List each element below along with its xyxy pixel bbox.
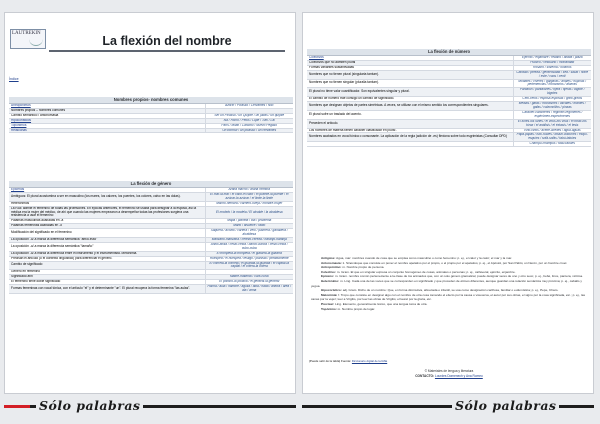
row-label: Formas femeninas con vocal tónica, con el artículo "el" y el determinante "un". El plural recupera la forma femenina "las aulas". — [9, 285, 205, 294]
row-label: Género en femenino — [9, 270, 205, 275]
row-example: Azorín / Picasso / Cervantes / Nilo — [205, 104, 293, 109]
row-label — [307, 142, 513, 147]
row-example: El trompeta-la trompeta / el guitarra-la guitarra — [205, 251, 293, 256]
row-label: Nombres acabados en vocal tónica o consonante. La aplicación de la regla (adición de -es) flexiona sobre todo esgrimistas (Consultar DPD) — [307, 133, 513, 142]
logo-text: LAUTREKIN — [12, 31, 41, 36]
definition-text: m. Nombre propio de persona. — [342, 265, 385, 270]
definition-text: Ling. Elemento, generalmente léxico, que una lengua toma de otra. — [335, 301, 428, 306]
definition-text: f. Tropo que consiste en designar algo con el nombre de otra cosa tomando el efecto por la causa o viceversa, el autor por sus obras, el signo por la cosa significada, etc.; p. ej., las canas por la vejez; leer a Virgilio, por leer las obras de Virgilio; el laurel por la gloria, etc. — [311, 292, 585, 302]
row-example: Modales / víveres / gárgaras / anales / nupcias / pertenencias / honorarios / afueras — [513, 79, 591, 88]
footer-line-2 — [303, 374, 594, 378]
page-title — [49, 33, 285, 52]
row-label: Significado afín — [9, 275, 205, 280]
definition-text: m. Ling. Cada una de las voces que se corresponden en significado y que proceden de étimos diferentes, aunque guardan una relación semántica muy próxima; p. ej., caballo y yegua. — [311, 278, 582, 288]
row-label: Preceden el artículo. — [307, 119, 513, 128]
gender-flexion-table — [9, 181, 293, 294]
row-label: La oposición -o/-a marca la diferencia entre el instrumento y el instrumentista. Metonimia. — [9, 251, 205, 256]
row-example: Pantalón / pantalones / tijera / tijeras / bigote / bigotes — [513, 88, 591, 97]
definition-text: m. Gram. El que en singular expresa un conjunto homogéneo de cosas, animales o personas; p. ej., cañaveral, ejército, enjambre. — [336, 269, 516, 274]
proper-common-nouns-table — [9, 97, 293, 133]
brand-right: Sólo palabras — [452, 398, 559, 414]
definition-text: m. Nombre propio de lugar. — [337, 306, 376, 311]
row-example: Vino-vinos / aceite-aceites / agua-aguas — [513, 128, 591, 133]
row-label: Los nombres de materia tienen carácter clasificador en plural . — [307, 128, 513, 133]
definition-term: Precisar: — [321, 301, 335, 306]
row-example: París / Milán / Caracoli / Nuevo Pegaso — [205, 123, 293, 128]
definition-text: Agua, mar: nombres cuando de cosa que se emplea como masculino o como femenino: p. ej., el calor y la calor; el mar y la mar. — [336, 256, 513, 260]
table-row — [9, 128, 293, 133]
row-example: Champú-champús / tabú-tabúes — [513, 142, 591, 147]
table-row — [307, 79, 591, 88]
row-example: Araña macho / araña hembra — [205, 188, 293, 193]
row-example: Ejército / enjambre / rebaño / alfalfa / plaza — [513, 56, 591, 61]
title-text: La flexión del nombre — [102, 34, 232, 48]
row-example: Saquera / acólito / cartera / velo / palmera / ganadera / alcaldesa — [205, 229, 293, 238]
row-label[interactable]: Topónimos — [9, 123, 205, 128]
definition-term: Heterónimo: — [321, 278, 340, 283]
row-example: Carácter-caracteres / régimen-regímenes / espécimen-especímenes — [513, 110, 591, 119]
row-example: Caridad / pereza / generosidad / sed / salud / norte / este / caos / cenit — [513, 70, 591, 79]
definition-text: adj. Gram. Dicho de un nombre: Que, en forma diminutiva, abreviada o infantil, se usa como designación cariñosa, familiar o eufemística; p. ej., Pepe, Charo. — [342, 288, 559, 293]
row-label: Precisan el artículo (o el contexto lingüístico) para diferenciar el género. — [9, 256, 205, 261]
row-label: El femenino tiene doble significado — [9, 280, 205, 285]
row-example: Papá-papás / rubí-rubíes / bisturí-bisturíes / esquí-esquíes / sofá-sofás / tabú-tabúes — [513, 133, 591, 142]
definition-entry — [311, 279, 591, 288]
definition-term: Antonomasia: — [321, 260, 342, 265]
row-label[interactable]: Relacionas — [9, 128, 205, 133]
row-label: Palabras masculinas acabadas en -a — [9, 219, 205, 224]
row-label[interactable]: Colectivos — [307, 56, 513, 61]
left-page — [4, 12, 296, 394]
row-example: Celo-celos / esposa-esposas / grillo-grillos — [513, 97, 591, 102]
table-row — [307, 110, 591, 119]
contact-link[interactable]: Lourdes Domenech y Ana Romeo — [434, 374, 483, 378]
table-row — [9, 206, 293, 219]
definition-term: Metonimia: — [321, 292, 338, 297]
table-row — [307, 102, 591, 111]
row-example: Un Borrow / un picasso / un cervantes — [205, 128, 293, 133]
row-label: Formas variantes sustantivadas — [307, 65, 513, 70]
row-label[interactable]: Antropónimos — [9, 104, 205, 109]
row-label: Modificación del significado en el femenino — [9, 229, 205, 238]
table-row — [307, 133, 591, 142]
definition-entry — [311, 293, 591, 302]
row-example: Anillo-anilla / cesto-cesta / banco-banca / cesto-cesta / cubo-cuba — [205, 242, 293, 251]
row-label: Nombres que no tienen plural (singularia tantum). — [307, 70, 513, 79]
source-link[interactable]: Diccionario digital de la RAE — [351, 359, 388, 363]
right-page — [302, 12, 594, 394]
table-row — [9, 261, 293, 270]
row-example: El cometa-la cometa / el guardia-la guardia / el capital-la capital / el cólera-la cólera — [205, 261, 293, 270]
source-note — [309, 359, 387, 363]
definition-term: Epiceno: — [321, 274, 335, 279]
row-label: Ambiguos: El plural acostumbra a ser en masculino (los mares, los calores, los puentes, los colores, calvo en las dolas). — [9, 192, 205, 201]
row-label: La RAE admite el femenino de todas las profesiones. En épocas anteriores, el femenino se usaba para designar a la esposa, así la médica era la mujer del médico, de ahí que cuando las mujeres empezaron a desempeñar todas las profesiones surgiera una resistencia a usar el femenino — [9, 206, 205, 219]
definition-text: m. Gram. nombre común perteneciente a la clase de los animados que, con un solo género gramatical, puede designar seres de uno y otro sexo; p. ej., bebé, lince, pantera, víctima. — [334, 274, 583, 279]
row-example: Hacha / aula / hambre / águila / alba / hada / ánfora / área / ala / arma — [205, 285, 293, 294]
row-label: Nombres que no tienen singular (pluralia tantum). — [307, 79, 513, 88]
contact-label: CONTACTO: — [415, 374, 435, 378]
row-example: El lunes-los lunes / el virus-los virus / el tórax-los tórax / el análisis / el éxtasis / el tesis — [513, 119, 591, 128]
row-example: Público / vestuario / mortandad — [513, 60, 591, 65]
row-example: Rosario / sistema / octanos — [513, 65, 591, 70]
footer-line-1: © Materiales de lengua y literatura — [424, 369, 474, 373]
row-label: Nombres propios – nombres comunes — [9, 108, 205, 113]
row-label: Palabras femeninas acabadas en -o — [9, 224, 205, 229]
row-example: El político-la política / el general-la general — [205, 280, 293, 285]
row-label: Nombres que designan objetos de partes simétricas. A veces, se utilizan con el mismo sentido los correspondientes singulares. — [307, 102, 513, 111]
table-row — [307, 119, 591, 128]
row-example: Manzano-manzana / cerezo-cereza / naranjo-naranja — [205, 237, 293, 242]
row-example: Mapa / planeta / día / problema — [205, 219, 293, 224]
row-example: Ser un Picasso / un Quijote / un judas / un quijote — [205, 113, 293, 118]
source-label: (Puede salir de la tabla) Fuente: — [309, 359, 352, 363]
row-label: Cambio de significado — [9, 261, 205, 270]
row-example: Mano / disuelve / radio — [205, 224, 293, 229]
row-example: Huésped / el huésped / testigo / pianista / perdidamente — [205, 256, 293, 261]
table-row — [9, 285, 293, 294]
row-label: Heterónimos — [9, 201, 205, 206]
row-label: La oposición -o/-a marca la diferencia semántica "árbol-fruto" — [9, 237, 205, 242]
definition-term: Topónimo: — [321, 306, 337, 311]
publisher-logo — [10, 29, 46, 49]
row-label: Cambio semántico / antonomasia — [9, 113, 205, 118]
row-label: El plural sufre un traslado del acento. — [307, 110, 513, 119]
row-example: El modelo / la modela / El alcalde / la alcaldesa — [205, 206, 293, 219]
table-row — [307, 88, 591, 97]
definition-text: 1. Sinécdoque que consiste en poner el nombre apelativo por el propio, o el propio por el apelativo; p. ej., el Apóstol, por San Pablo; un Nerón, por un hombre cruel. — [342, 260, 568, 265]
definition-term: Antigüos: — [321, 256, 336, 260]
number-flexion-table — [307, 49, 591, 147]
table-row — [307, 142, 591, 147]
table-row — [307, 70, 591, 79]
row-label[interactable]: Hipocorísticos — [9, 118, 205, 123]
row-label: La oposición -o/-a marca la diferencia semántica "tamaño" — [9, 242, 205, 251]
definition-term: Antropónimo: — [321, 265, 342, 270]
row-example: Macho-hembra / carnero-oveja / hombre-mujer — [205, 201, 293, 206]
row-label: El cambio de número trae consigo un cambio de significado. — [307, 97, 513, 102]
row-example: El mar-la mar / el calor-el calor / el puente-la puente / el azúcar-la azúcar / el linde-la linde — [205, 192, 293, 201]
glossary-definitions — [311, 256, 591, 311]
red-stripe — [4, 405, 30, 408]
index-link[interactable]: Índice — [9, 77, 19, 81]
definition-entry — [311, 307, 591, 312]
definition-term: Colectivo: — [321, 269, 336, 274]
row-example: Isa / Rocío / Pelus / Lupe / Tuni / Lal — [205, 118, 293, 123]
table-row — [9, 229, 293, 238]
row-label: Colectivos que no admiten plural — [307, 60, 513, 65]
table-row — [9, 192, 293, 201]
row-example: Medias / gafas / mocasines / alicates / tirantes / gafas / calzoncillos / pinzas — [513, 102, 591, 111]
table-row — [9, 242, 293, 251]
row-label: El plural no tiene valor cuantificador. Son equivalentes singular y plural. — [307, 88, 513, 97]
row-example: Madre-madrina / cura-curía — [205, 275, 293, 280]
table-header: Nombres propios- nombres comunes — [9, 97, 293, 104]
row-label[interactable]: Epicenos — [9, 188, 205, 193]
logo-swirl-icon — [29, 39, 43, 46]
definition-term: Hipocorístico: — [321, 288, 342, 293]
brand-left: Sólo palabras — [36, 398, 143, 414]
table-header: La flexión de género — [9, 181, 293, 188]
table-header: La flexión de número — [307, 49, 591, 56]
